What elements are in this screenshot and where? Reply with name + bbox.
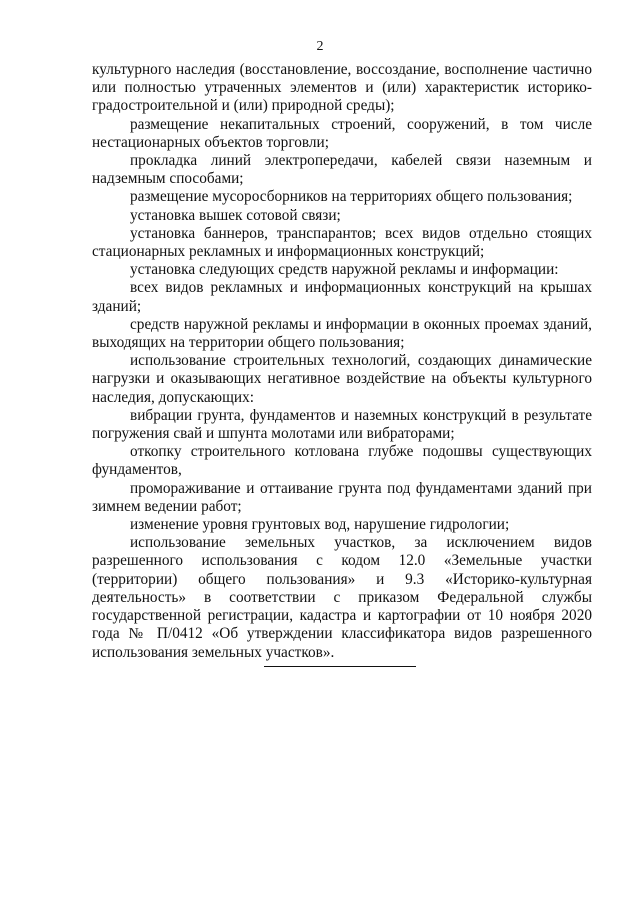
paragraph: размещение некапитальных строений, сооружений, в том числе нестационарных объектов торговли; <box>92 115 592 151</box>
paragraph: установка вышек сотовой связи; <box>130 206 341 224</box>
paragraph: установка баннеров, транспарантов; всех видов отдельно стоящих стационарных рекламных и информационных конструкций; <box>92 224 592 261</box>
paragraph: прокладка линий электропередачи, кабелей связи наземным и надземным способами; <box>92 152 592 188</box>
paragraph: средств наружной рекламы и информации в оконных проемах зданий, выходящих на территории общего пользования; <box>92 315 592 352</box>
paragraph: всех видов рекламных и информационных конструкций на крышах зданий; <box>92 279 592 315</box>
paragraph: размещение мусоросборников на территориях общего пользования; <box>130 188 573 206</box>
paragraph: использование строительных технологий, создающих динамические нагрузки и оказывающих негативное воздействие на объекты культурного наследия, допускающих: <box>92 352 592 406</box>
paragraph: промораживание и оттаивание грунта под фундаментами зданий при зимнем ведении работ; <box>92 479 592 515</box>
end-divider-line <box>264 666 416 667</box>
paragraph: использование земельных участков, за исключением видов разрешенного использования с кодом 12.0 «Земельные участки (территории) общего пользования» и 9.3 «Историко-культурная деятельность» в соответствии с приказом Федеральной службы государственной регистрации, кадастра и картографии от 10 ноября 2020 года № П/0412 «Об утверждении классификатора видов разрешенного использования земельных участков». <box>92 534 592 661</box>
paragraph: изменение уровня грунтовых вод, нарушение гидрологии; <box>130 516 510 534</box>
paragraph: установка следующих средств наружной рекламы и информации: <box>130 261 559 279</box>
paragraph: культурного наследия (восстановление, воссоздание, восполнение частично или полностью утраченных элементов и (или) характеристик историко-градостроительной и (или) природной среды); <box>92 61 592 115</box>
document-body <box>92 61 592 662</box>
paragraph: откопку строительного котлована глубже подошвы существующих фундаментов, <box>92 443 592 479</box>
page-number: 2 <box>316 39 324 54</box>
paragraph: вибрации грунта, фундаментов и наземных конструкций в результате погружения свай и шпунта молотами или вибраторами; <box>92 406 592 443</box>
